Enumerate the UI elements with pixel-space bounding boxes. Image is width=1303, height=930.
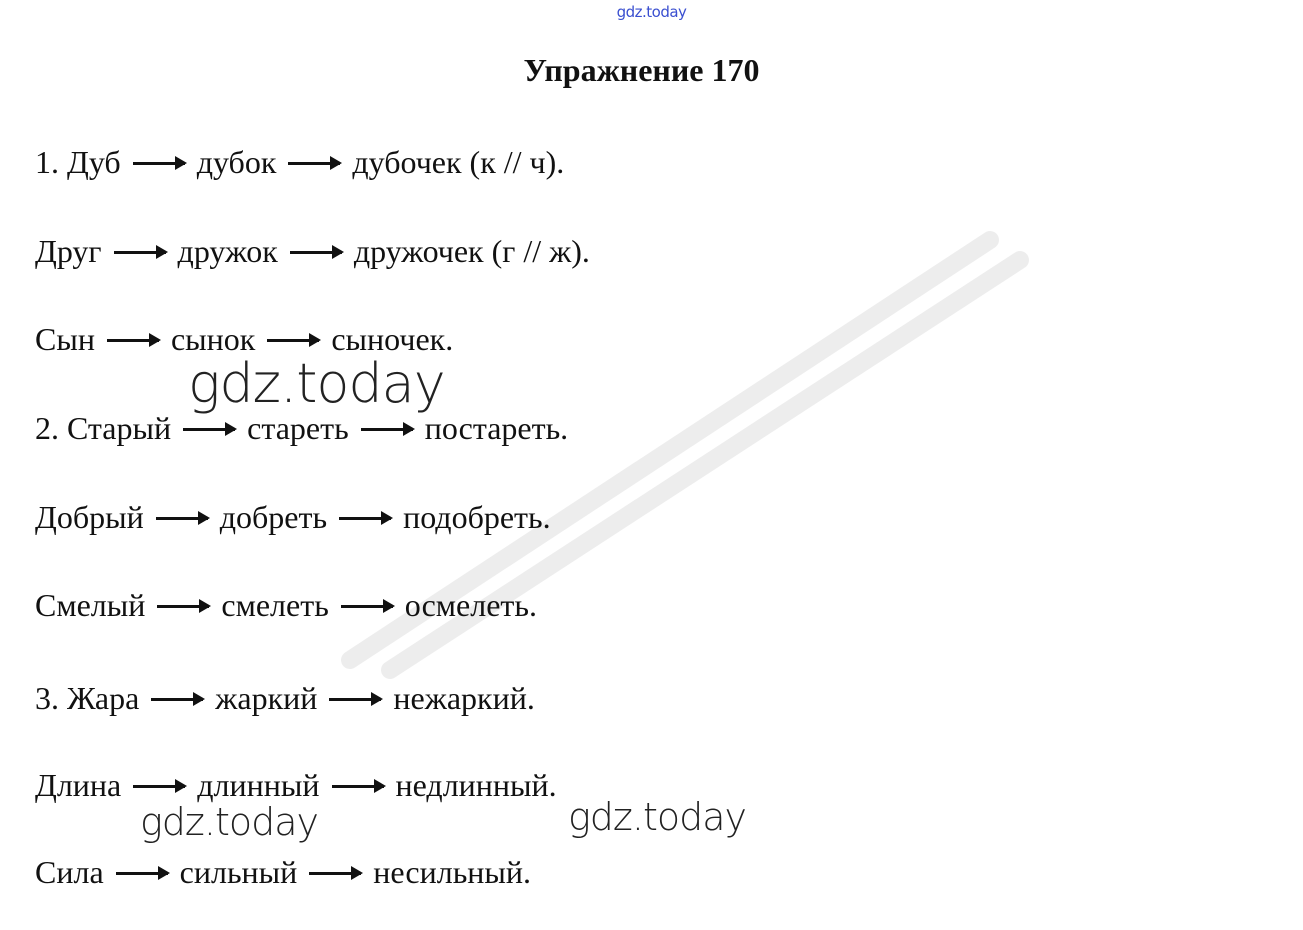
- word: дубок: [196, 143, 277, 180]
- arrow-icon: [332, 785, 384, 788]
- word: недлинный.: [395, 766, 557, 803]
- row-9: [35, 850, 531, 894]
- arrow-icon: [116, 872, 168, 875]
- word: добреть: [219, 498, 328, 535]
- word: несильный.: [373, 853, 532, 890]
- word: сынок: [170, 320, 256, 357]
- word: 2. Старый: [35, 409, 172, 446]
- arrow-icon: [156, 517, 208, 520]
- word: Смелый: [35, 586, 146, 623]
- row-5: [35, 495, 551, 539]
- watermark-top: gdz.today: [616, 3, 687, 21]
- word: дружочек (г // ж).: [353, 232, 590, 269]
- arrow-icon: [157, 605, 209, 608]
- word: нежаркий.: [393, 679, 535, 716]
- arrow-icon: [361, 428, 413, 431]
- word: стареть: [247, 409, 349, 446]
- arrow-icon: [309, 872, 361, 875]
- arrow-icon: [341, 605, 393, 608]
- word: постареть.: [424, 409, 569, 446]
- word: Сила: [35, 853, 104, 890]
- word: осмелеть.: [404, 586, 537, 623]
- arrow-icon: [339, 517, 391, 520]
- word: Сын: [35, 320, 95, 357]
- word: жаркий: [215, 679, 318, 716]
- row-6: [35, 583, 537, 627]
- word: подобреть.: [403, 498, 551, 535]
- arrow-icon: [151, 698, 203, 701]
- word: 3. Жара: [35, 679, 140, 716]
- arrow-icon: [133, 785, 185, 788]
- watermark-bottom-left: gdz.today: [140, 800, 318, 844]
- exercise-title: Упражнение 170: [523, 52, 760, 88]
- row-1: [35, 140, 564, 184]
- arrow-icon: [267, 339, 319, 342]
- word: Длина: [35, 766, 122, 803]
- row-2: [35, 229, 590, 273]
- arrow-icon: [288, 162, 340, 165]
- word: Добрый: [35, 498, 144, 535]
- arrow-icon: [183, 428, 235, 431]
- word: дубочек (к // ч).: [352, 143, 565, 180]
- word: длинный: [197, 766, 320, 803]
- watermark-bottom-center: gdz.today: [568, 795, 746, 839]
- word: Друг: [35, 232, 102, 269]
- watermark-large: gdz.today: [188, 352, 445, 415]
- arrow-icon: [107, 339, 159, 342]
- arrow-icon: [133, 162, 185, 165]
- word: дружок: [177, 232, 278, 269]
- arrow-icon: [329, 698, 381, 701]
- word: сильный: [179, 853, 298, 890]
- word: 1. Дуб: [35, 143, 121, 180]
- arrow-icon: [290, 251, 342, 254]
- arrow-icon: [114, 251, 166, 254]
- row-7: [35, 676, 535, 720]
- word: смелеть: [221, 586, 329, 623]
- word: сыночек.: [331, 320, 454, 357]
